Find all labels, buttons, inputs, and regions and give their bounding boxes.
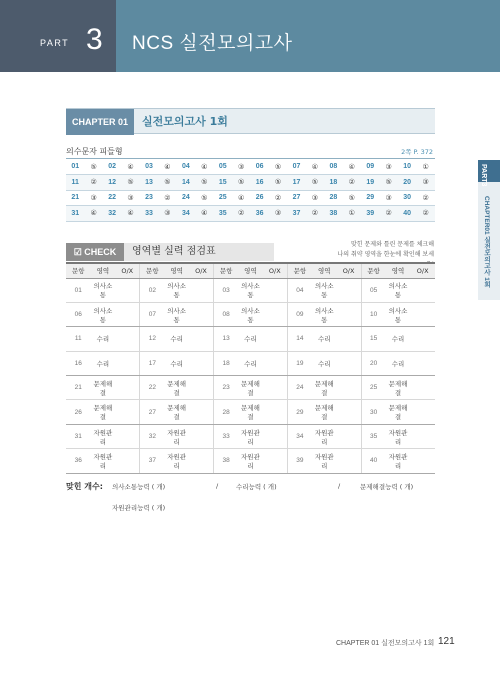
answer-value: ① — [343, 206, 361, 222]
grid-area: 자원관리 — [91, 449, 116, 473]
grid-ox-cell[interactable] — [263, 376, 288, 400]
grid-column-header: 영역 — [312, 264, 337, 278]
grid-ox-cell[interactable] — [410, 424, 435, 448]
question-number: 01 — [66, 159, 84, 175]
grid-ox-cell[interactable] — [337, 376, 362, 400]
answer-value: ② — [379, 206, 397, 222]
answer-value: ③ — [379, 159, 397, 175]
grid-ox-cell[interactable] — [189, 302, 214, 326]
answer-value: ⑤ — [269, 159, 287, 175]
grid-area: 수리 — [386, 351, 411, 375]
answer-key-page-ref: 2쪽 P. 372 — [401, 148, 433, 156]
grid-question-number: 15 — [361, 327, 386, 351]
grid-ox-cell[interactable] — [115, 400, 140, 424]
answer-value: ⑤ — [84, 159, 102, 175]
question-number: 34 — [177, 206, 195, 222]
grid-ox-cell[interactable] — [189, 449, 214, 473]
grid-column-header: 영역 — [164, 264, 189, 278]
answer-value: ② — [416, 190, 435, 206]
grid-ox-cell[interactable] — [337, 278, 362, 302]
question-number: 25 — [214, 190, 232, 206]
page-number: 121 — [438, 636, 455, 647]
grid-ox-cell[interactable] — [337, 449, 362, 473]
question-number: 35 — [214, 206, 232, 222]
answer-value: ③ — [269, 206, 287, 222]
question-number: 17 — [287, 175, 305, 191]
tally-resource-management: 자원관리능력 ( 개) — [112, 504, 166, 512]
grid-area: 문제해결 — [312, 400, 337, 424]
grid-question-number: 38 — [214, 449, 239, 473]
grid-question-number: 37 — [140, 449, 165, 473]
grid-ox-cell[interactable] — [263, 327, 288, 351]
grid-ox-cell[interactable] — [337, 400, 362, 424]
answer-value: ③ — [232, 159, 250, 175]
chapter-bar — [66, 108, 435, 134]
question-number: 24 — [177, 190, 195, 206]
grid-area: 의사소통 — [238, 302, 263, 326]
grid-ox-cell[interactable] — [410, 400, 435, 424]
grid-ox-cell[interactable] — [189, 376, 214, 400]
answer-value: ④ — [343, 159, 361, 175]
grid-area: 수리 — [238, 327, 263, 351]
question-number: 16 — [250, 175, 268, 191]
grid-row — [66, 449, 435, 473]
check-title: 영역별 실력 점검표 — [132, 246, 216, 257]
chapter-title: 실전모의고사 1회 — [142, 115, 228, 128]
grid-area: 수리 — [312, 351, 337, 375]
grid-question-number: 29 — [287, 400, 312, 424]
question-number: 19 — [361, 175, 379, 191]
grid-area: 수리 — [91, 327, 116, 351]
question-number: 07 — [287, 159, 305, 175]
grid-ox-cell[interactable] — [189, 327, 214, 351]
grid-area: 문제해결 — [91, 400, 116, 424]
grid-area: 문제해결 — [312, 376, 337, 400]
grid-ox-cell[interactable] — [337, 327, 362, 351]
answer-key-row — [66, 206, 435, 222]
grid-question-number: 02 — [140, 278, 165, 302]
answer-value: ⑤ — [195, 175, 213, 191]
grid-ox-cell[interactable] — [337, 351, 362, 375]
question-number: 21 — [66, 190, 84, 206]
question-number: 13 — [140, 175, 158, 191]
grid-question-number: 19 — [287, 351, 312, 375]
grid-ox-cell[interactable] — [263, 302, 288, 326]
answer-value: ③ — [84, 190, 102, 206]
grid-area: 자원관리 — [238, 424, 263, 448]
grid-column-header: O/X — [189, 264, 214, 278]
grid-question-number: 26 — [66, 400, 91, 424]
answer-value: ② — [416, 206, 435, 222]
answer-value: ④ — [195, 206, 213, 222]
question-number: 36 — [250, 206, 268, 222]
grid-question-number: 34 — [287, 424, 312, 448]
grid-row — [66, 302, 435, 326]
grid-area: 의사소통 — [238, 278, 263, 302]
answer-value: ⑤ — [158, 175, 176, 191]
grid-row — [66, 424, 435, 448]
grid-column-header: O/X — [263, 264, 288, 278]
grid-question-number: 33 — [214, 424, 239, 448]
grid-area: 수리 — [164, 351, 189, 375]
grid-area: 문제해결 — [238, 400, 263, 424]
grid-question-number: 20 — [361, 351, 386, 375]
grid-question-number: 24 — [287, 376, 312, 400]
grid-area: 자원관리 — [386, 449, 411, 473]
check-note-line-1: 맞힌 문제와 틀린 문제를 체크해 — [351, 241, 434, 248]
question-number: 18 — [324, 175, 342, 191]
grid-question-number: 01 — [66, 278, 91, 302]
answer-value: ② — [306, 206, 324, 222]
question-number: 39 — [361, 206, 379, 222]
answer-key-row — [66, 190, 435, 206]
answer-value: ② — [269, 190, 287, 206]
grid-ox-cell[interactable] — [410, 302, 435, 326]
grid-ox-cell[interactable] — [410, 327, 435, 351]
question-number: 27 — [287, 190, 305, 206]
grid-question-number: 03 — [214, 278, 239, 302]
side-tab-part: PART3 — [480, 164, 487, 187]
grid-column-header: 문항 — [287, 264, 312, 278]
grid-question-number: 13 — [214, 327, 239, 351]
question-number: 05 — [214, 159, 232, 175]
grid-area: 수리 — [91, 351, 116, 375]
grid-ox-cell[interactable] — [189, 424, 214, 448]
grid-ox-cell[interactable] — [263, 400, 288, 424]
check-grid — [66, 264, 435, 474]
question-number: 09 — [361, 159, 379, 175]
grid-area: 의사소통 — [386, 302, 411, 326]
grid-ox-cell[interactable] — [263, 351, 288, 375]
question-number: 38 — [324, 206, 342, 222]
grid-row — [66, 351, 435, 375]
grid-column-header: 문항 — [214, 264, 239, 278]
grid-column-header: 영역 — [386, 264, 411, 278]
grid-ox-cell[interactable] — [189, 278, 214, 302]
question-number: 02 — [103, 159, 121, 175]
answer-value: ③ — [158, 206, 176, 222]
question-number: 30 — [398, 190, 416, 206]
question-number: 10 — [398, 159, 416, 175]
grid-question-number: 14 — [287, 327, 312, 351]
grid-question-number: 36 — [66, 449, 91, 473]
tally-separator: / — [338, 482, 341, 490]
grid-area: 문제해결 — [238, 376, 263, 400]
grid-ox-cell[interactable] — [115, 351, 140, 375]
answer-value: ③ — [379, 190, 397, 206]
grid-area: 문제해결 — [164, 376, 189, 400]
answer-value: ⑤ — [195, 190, 213, 206]
question-number: 23 — [140, 190, 158, 206]
part-title: NCS 실전모의고사 — [132, 33, 293, 54]
answer-value: ④ — [195, 159, 213, 175]
answer-value: ⑤ — [269, 175, 287, 191]
grid-question-number: 32 — [140, 424, 165, 448]
grid-area: 수리 — [312, 327, 337, 351]
answer-value: ④ — [121, 206, 139, 222]
answer-key-table — [66, 159, 435, 222]
question-number: 12 — [103, 175, 121, 191]
answer-value: ② — [343, 175, 361, 191]
grid-question-number: 35 — [361, 424, 386, 448]
answer-key-header — [66, 146, 435, 159]
grid-question-number: 18 — [214, 351, 239, 375]
grid-ox-cell[interactable] — [263, 424, 288, 448]
question-number: 06 — [250, 159, 268, 175]
grid-ox-cell[interactable] — [337, 302, 362, 326]
grid-ox-cell[interactable] — [337, 424, 362, 448]
grid-question-number: 07 — [140, 302, 165, 326]
grid-area: 의사소통 — [312, 302, 337, 326]
grid-row — [66, 327, 435, 351]
grid-question-number: 11 — [66, 327, 91, 351]
question-number: 40 — [398, 206, 416, 222]
grid-question-number: 09 — [287, 302, 312, 326]
grid-area: 문제해결 — [91, 376, 116, 400]
question-number: 37 — [287, 206, 305, 222]
grid-ox-cell[interactable] — [115, 449, 140, 473]
part-label: PART — [40, 38, 70, 48]
grid-column-header: 영역 — [91, 264, 116, 278]
grid-column-header: O/X — [337, 264, 362, 278]
grid-ox-cell[interactable] — [410, 278, 435, 302]
question-number: 33 — [140, 206, 158, 222]
grid-row — [66, 400, 435, 424]
grid-column-header: 문항 — [361, 264, 386, 278]
chapter-tag: CHAPTER 01 — [66, 109, 134, 135]
grid-area: 의사소통 — [386, 278, 411, 302]
grid-area: 의사소통 — [312, 278, 337, 302]
question-number: 14 — [177, 175, 195, 191]
grid-ox-cell[interactable] — [115, 424, 140, 448]
question-number: 22 — [103, 190, 121, 206]
answer-value: ④ — [232, 190, 250, 206]
grid-area: 자원관리 — [164, 424, 189, 448]
grid-area: 자원관리 — [164, 449, 189, 473]
answer-value: ② — [158, 190, 176, 206]
grid-question-number: 10 — [361, 302, 386, 326]
grid-question-number: 25 — [361, 376, 386, 400]
grid-area: 자원관리 — [238, 449, 263, 473]
answer-value: ④ — [306, 159, 324, 175]
grid-column-header: 영역 — [238, 264, 263, 278]
question-number: 28 — [324, 190, 342, 206]
question-number: 32 — [103, 206, 121, 222]
tally-label: 맞힌 개수: — [66, 482, 103, 491]
grid-question-number: 17 — [140, 351, 165, 375]
answer-value: ⑤ — [232, 175, 250, 191]
grid-area: 의사소통 — [91, 278, 116, 302]
grid-question-number: 08 — [214, 302, 239, 326]
grid-question-number: 21 — [66, 376, 91, 400]
grid-area: 문제해결 — [386, 400, 411, 424]
grid-column-header: O/X — [115, 264, 140, 278]
grid-area: 의사소통 — [91, 302, 116, 326]
grid-header-row — [66, 264, 435, 278]
grid-question-number: 28 — [214, 400, 239, 424]
check-note-line-2: 나의 취약 영역을 한눈에 확인해 보세 — [337, 251, 434, 258]
answer-value: ② — [232, 206, 250, 222]
part-number: 3 — [86, 23, 103, 56]
answer-value: ① — [416, 159, 435, 175]
grid-area: 문제해결 — [164, 400, 189, 424]
answer-value: ④ — [84, 206, 102, 222]
grid-question-number: 22 — [140, 376, 165, 400]
grid-question-number: 39 — [287, 449, 312, 473]
answer-value: ③ — [416, 175, 435, 191]
answer-value: ④ — [158, 159, 176, 175]
grid-question-number: 12 — [140, 327, 165, 351]
question-number: 31 — [66, 206, 84, 222]
answer-value: ⑤ — [343, 190, 361, 206]
grid-area: 수리 — [386, 327, 411, 351]
answer-key-row — [66, 175, 435, 191]
grid-question-number: 23 — [214, 376, 239, 400]
grid-ox-cell[interactable] — [410, 351, 435, 375]
grid-column-header: O/X — [410, 264, 435, 278]
grid-ox-cell[interactable] — [410, 449, 435, 473]
grid-ox-cell[interactable] — [115, 302, 140, 326]
grid-area: 수리 — [238, 351, 263, 375]
question-number: 03 — [140, 159, 158, 175]
grid-area: 의사소통 — [164, 302, 189, 326]
grid-column-header: 문항 — [66, 264, 91, 278]
question-number: 11 — [66, 175, 84, 191]
grid-ox-cell[interactable] — [410, 376, 435, 400]
answer-value: ③ — [121, 190, 139, 206]
tally-communication: 의사소통능력 ( 개) — [112, 483, 166, 491]
grid-area: 자원관리 — [312, 424, 337, 448]
grid-column-header: 문항 — [140, 264, 165, 278]
answer-value: ⑤ — [379, 175, 397, 191]
part-banner — [0, 0, 500, 72]
question-number: 04 — [177, 159, 195, 175]
grid-row — [66, 376, 435, 400]
grid-area: 자원관리 — [312, 449, 337, 473]
grid-area: 자원관리 — [386, 424, 411, 448]
grid-question-number: 16 — [66, 351, 91, 375]
grid-ox-cell[interactable] — [263, 449, 288, 473]
grid-ox-cell[interactable] — [189, 400, 214, 424]
tally-math: 수리능력 ( 개) — [236, 483, 277, 491]
footer-chapter: CHAPTER 01 실전모의고사 1회 — [336, 640, 435, 647]
grid-question-number: 40 — [361, 449, 386, 473]
answer-value: ⑤ — [306, 175, 324, 191]
grid-ox-cell[interactable] — [189, 351, 214, 375]
question-number: 26 — [250, 190, 268, 206]
question-number: 15 — [214, 175, 232, 191]
question-number: 20 — [398, 175, 416, 191]
answer-value: ③ — [306, 190, 324, 206]
answer-value: ② — [84, 175, 102, 191]
grid-ox-cell[interactable] — [115, 376, 140, 400]
grid-area: 자원관리 — [91, 424, 116, 448]
grid-question-number: 31 — [66, 424, 91, 448]
check-badge: ☑ CHECK — [66, 243, 124, 261]
answer-key-label: 의수문자 피들형 — [66, 147, 123, 156]
tally-separator: / — [216, 482, 219, 490]
grid-question-number: 06 — [66, 302, 91, 326]
grid-area: 의사소통 — [164, 278, 189, 302]
answer-value: ⑤ — [121, 175, 139, 191]
grid-ox-cell[interactable] — [263, 278, 288, 302]
grid-ox-cell[interactable] — [115, 278, 140, 302]
grid-question-number: 04 — [287, 278, 312, 302]
grid-question-number: 30 — [361, 400, 386, 424]
question-number: 29 — [361, 190, 379, 206]
grid-question-number: 05 — [361, 278, 386, 302]
grid-row — [66, 278, 435, 302]
question-number: 08 — [324, 159, 342, 175]
grid-ox-cell[interactable] — [115, 327, 140, 351]
answer-value: ④ — [121, 159, 139, 175]
side-tab-chapter: CHAPTER01 실전모의고사 1회 — [483, 196, 490, 288]
grid-question-number: 27 — [140, 400, 165, 424]
tally-problem-solving: 문제해결능력 ( 개) — [360, 483, 414, 491]
grid-area: 수리 — [164, 327, 189, 351]
answer-key-row — [66, 159, 435, 175]
grid-area: 문제해결 — [386, 376, 411, 400]
